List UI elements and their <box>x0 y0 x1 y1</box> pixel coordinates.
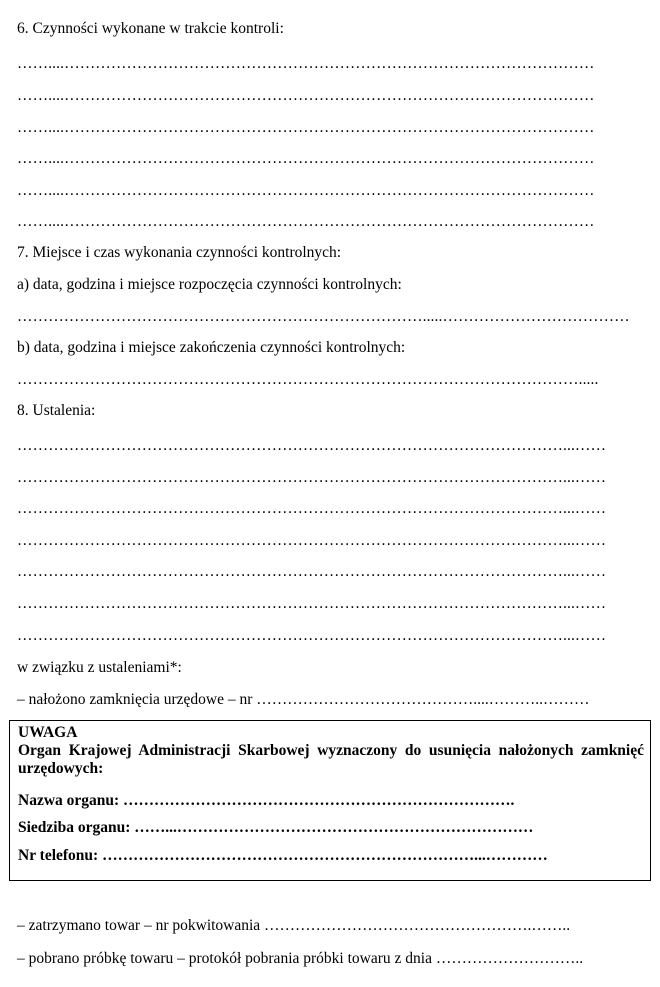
section-6-fill-line-5[interactable]: ……....………………………………………………………………………………………… <box>17 182 595 199</box>
section-6-fill-line-3[interactable]: ……....………………………………………………………………………………………… <box>17 119 595 136</box>
section-6-fill-line-2[interactable]: ……....………………………………………………………………………………………… <box>17 87 595 104</box>
official-seal-line[interactable]: – nałożono zamknięcia urzędowe – nr ……………………………………....………..……… <box>17 691 590 708</box>
authority-seat-field[interactable]: Siedziba organu: ……...…………………………………………………………… <box>18 819 534 836</box>
section-7a-label: a) data, godzina i miejsce rozpoczęcia czynności kontrolnych: <box>17 276 402 293</box>
notice-box <box>9 720 651 881</box>
section-8-fill-line-7[interactable]: ……………………………………………………………………………………………...…… <box>17 627 607 644</box>
section-8-fill-line-4[interactable]: ……………………………………………………………………………………………...…… <box>17 532 607 549</box>
section-8-heading: 8. Ustalenia: <box>17 402 96 419</box>
section-6-fill-line-1[interactable]: ……....………………………………………………………………………………………… <box>17 55 595 72</box>
sample-taken-line[interactable]: – pobrano próbkę towaru – protokół pobrania próbki towaru z dnia ……………………….. <box>17 950 584 967</box>
section-7a-fill-line[interactable]: …………………………………………………………………….....……………………………… <box>17 308 630 325</box>
section-8-fill-line-5[interactable]: ……………………………………………………………………………………………...…… <box>17 563 607 580</box>
section-6-heading: 6. Czynności wykonane w trakcie kontroli: <box>17 20 284 37</box>
goods-detained-line[interactable]: – zatrzymano towar – nr pokwitowania …………………………………………….…….. <box>17 917 571 934</box>
section-7b-fill-line[interactable]: ………………………………………………………………………………………………..... <box>17 371 599 388</box>
in-connection-label: w związku z ustaleniami*: <box>17 659 182 676</box>
section-8-fill-line-2[interactable]: ……………………………………………………………………………………………...…… <box>17 469 607 486</box>
section-8-fill-line-3[interactable]: ……………………………………………………………………………………………...…… <box>17 500 607 517</box>
section-7b-label: b) data, godzina i miejsce zakończenia czynności kontrolnych: <box>17 339 406 356</box>
section-8-fill-line-6[interactable]: ……………………………………………………………………………………………...…… <box>17 595 607 612</box>
section-8-fill-line-1[interactable]: ……………………………………………………………………………………………...…… <box>17 437 607 454</box>
authority-phone-field[interactable]: Nr telefonu: ………………………………………………………………...………… <box>18 847 548 864</box>
authority-name-field[interactable]: Nazwa organu: …………………………………………………………………. <box>18 792 515 809</box>
section-7-heading: 7. Miejsce i czas wykonania czynności kontrolnych: <box>17 244 342 261</box>
notice-title: UWAGA <box>18 724 78 741</box>
section-6-fill-line-4[interactable]: ……....………………………………………………………………………………………… <box>17 150 595 167</box>
notice-text: Organ Krajowej Administracji Skarbowej wyznaczony do usunięcia nałożonych zamknięć urzędowych: <box>18 742 644 777</box>
section-6-fill-line-6[interactable]: ……....………………………………………………………………………………………… <box>17 213 595 230</box>
